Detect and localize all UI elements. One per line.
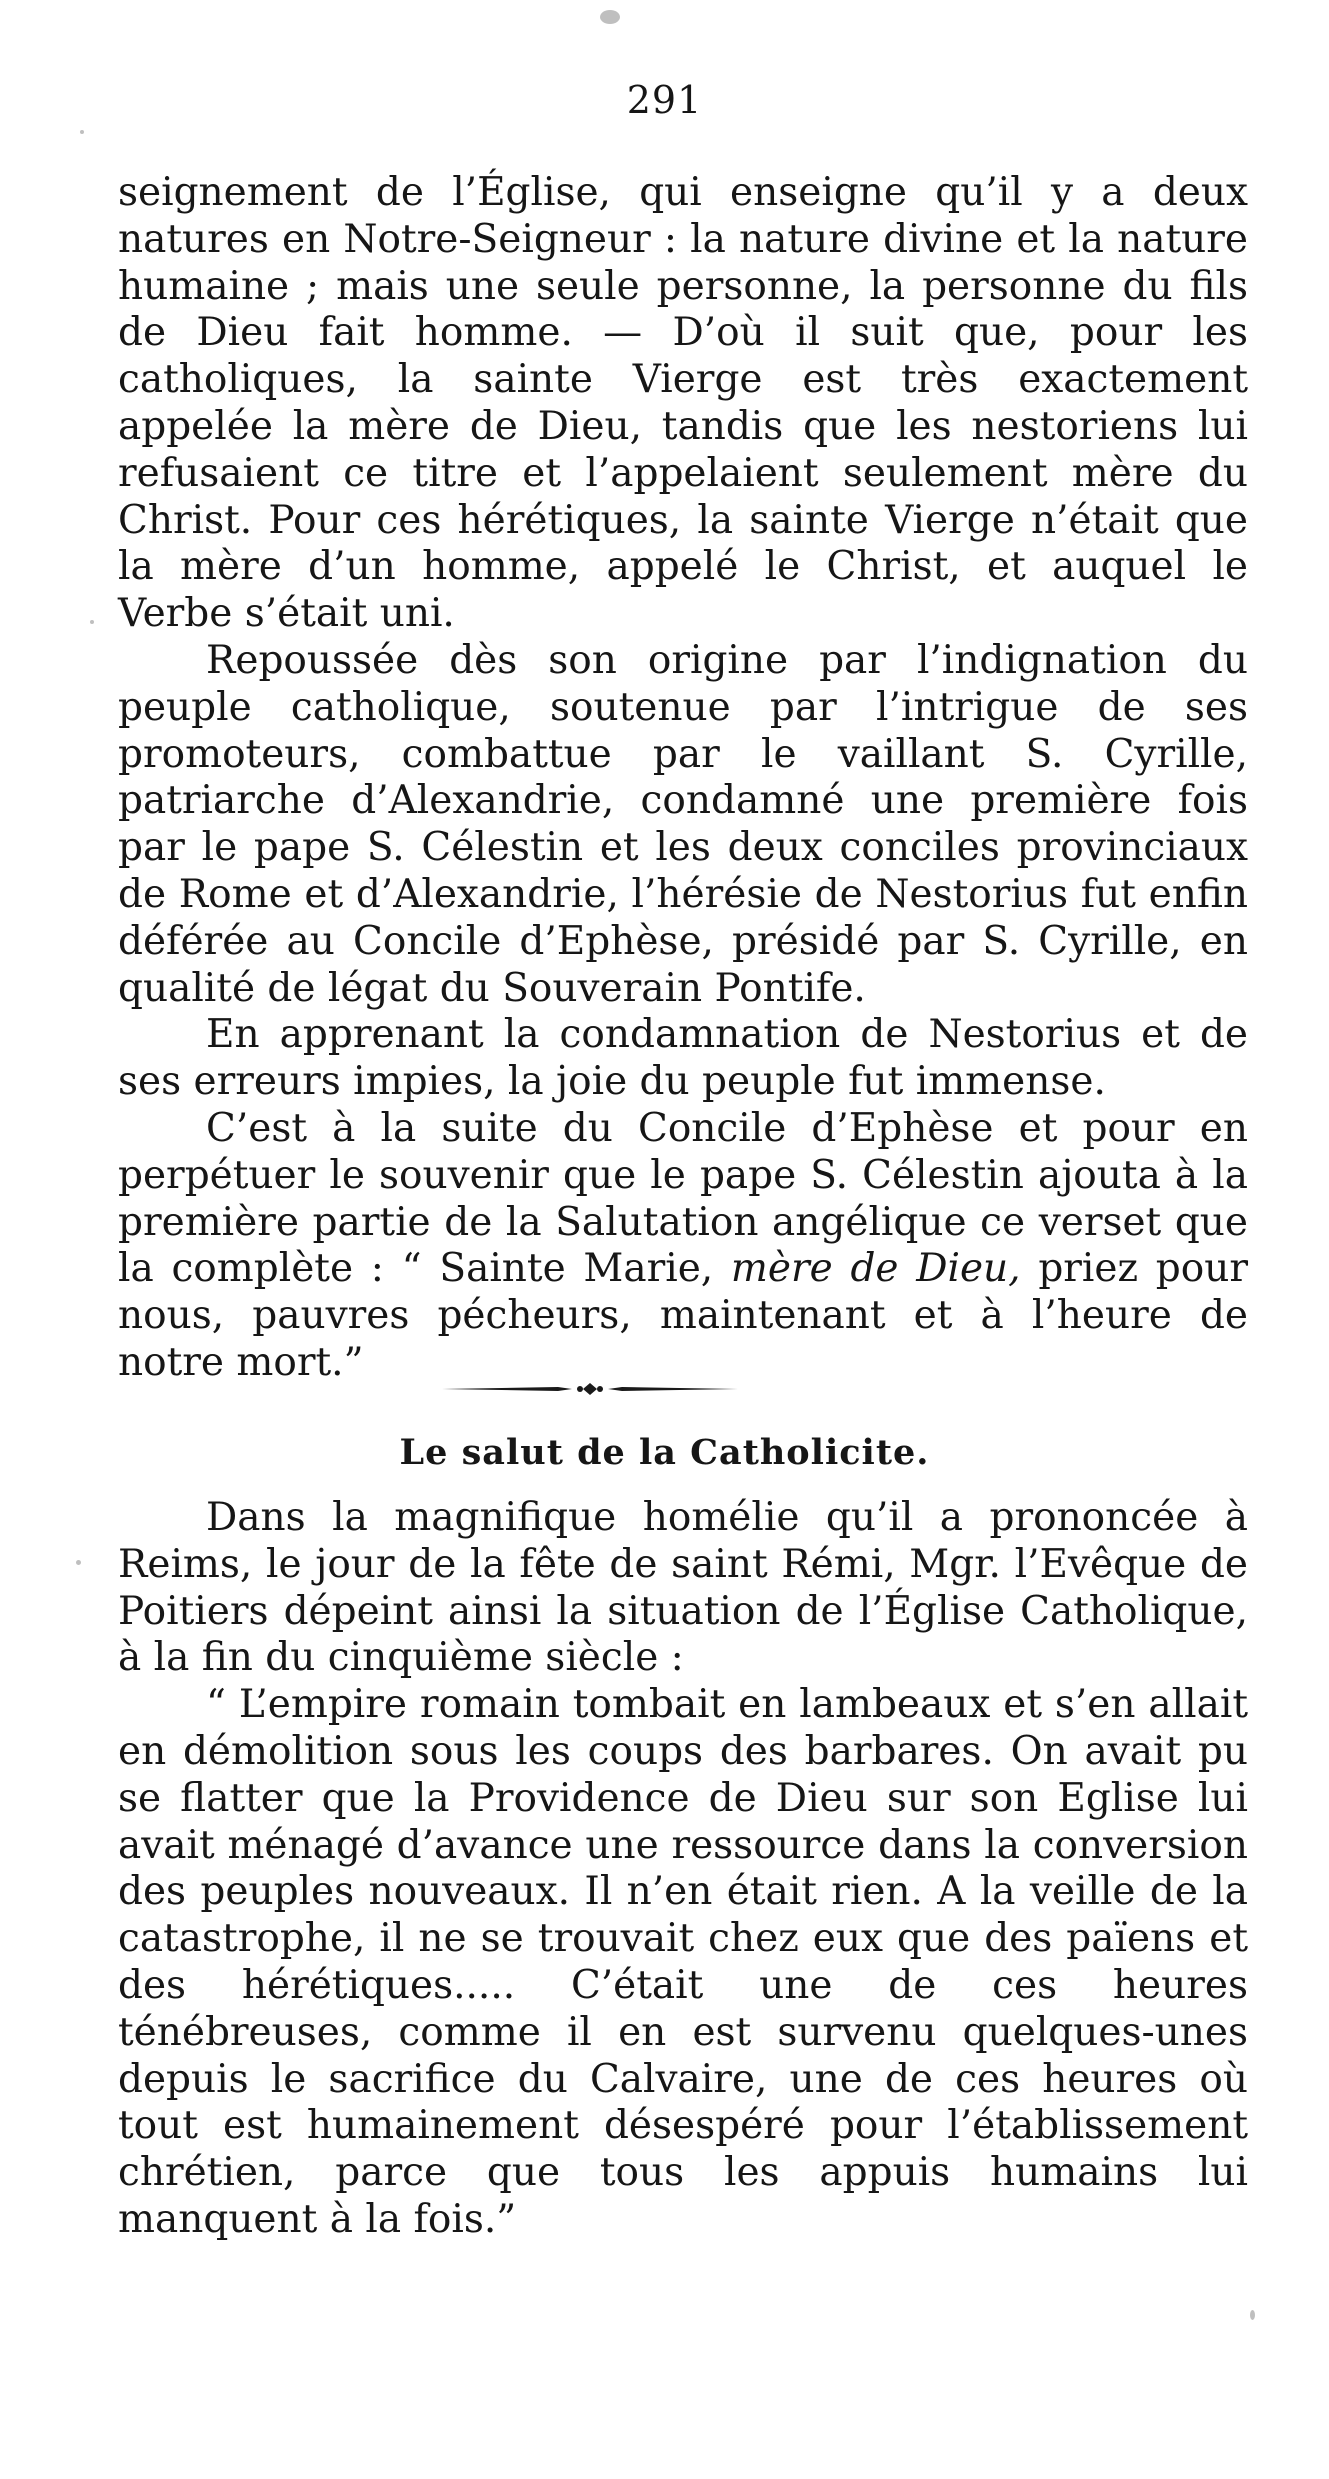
ornamental-divider [440,1382,740,1396]
paragraph-1: seignement de l’Église, qui enseigne qu’il y a deux natures en Notre-Seigneur : la nature divine et la nature humaine ; mais une seule personne, la personne du fils de Dieu fait homme. — D’où il suit que, pour les catholiques, la sainte Vierge est très exactement appelée la mère de Dieu, tandis que les nestoriens lui refusaient ce titre et l’appelaient seulement mère du Christ. Pour ces hérétiques, la sainte Vierge n’était que la mère d’un homme, appelé le Christ, et auquel le Verbe s’était uni. [118,170,1248,637]
paragraph-4-text-end: priez pour nous, pauvres pécheurs, maintenant et à l’heure de notre mort.” [118,1246,1248,1385]
paragraph-5: Dans la magnifique homélie qu’il a prononcée à Reims, le jour de la fête de saint Rémi, Mgr. l’Evêque de Poitiers dépeint ainsi la situation de l’Église Catholique, à la fin du cinquième siècle : [118,1495,1248,1681]
print-speck [80,130,84,134]
page-number: 291 [626,78,703,122]
print-speck [90,620,94,624]
paragraph-4-text-start: C’est à la suite du Concile d’Ephèse et pour en perpétuer le souvenir que le pape S. Célestin ajouta à la première partie de la Salutation angélique ce verset que la complète : “ Sainte Marie, [118,1105,1248,1292]
paragraph-2: Repoussée dès son origine par l’indignation du peuple catholique, soutenue par l’intrigue de ses promoteurs, combattue par le vaillant S. Cyrille, patriarche d’Alexandrie, condamné une première fois par le pape S. Célestin et les deux conciles provinciaux de Rome et d’Alexandrie, l’hérésie de Nestorius fut enfin déférée au Concile d’Ephèse, présidé par S. Cyrille, en qualité de légat du Souverain Pontife. [118,637,1248,1011]
paragraph-4 [118,1106,1248,1387]
quotation-paragraph: “ L’empire romain tombait en lambeaux et s’en allait en démolition sous les coups des barbares. On avait pu se flatter que la Providence de Dieu sur son Eglise lui avait ménagé d’avance une ressource dans la conversion des peuples nouveaux. Il n’en était rien. A la veille de la catastrophe, il ne se trouvait chez eux que des païens et des hérétiques..... C’était une de ces heures ténébreuses, comme il en est survenu quelques-unes depuis le sacrifice du Calvaire, une de ces heures où tout est humainement désespéré pour l’établissement chrétien, parce que tous les appuis humains lui manquent à la fois.” [118,1682,1248,2242]
print-speck [600,10,620,24]
print-speck [76,1560,81,1565]
paragraph-4-italic-phrase: mère de Dieu, [730,1246,1021,1292]
section-one-text [118,170,1248,1387]
section-two-text [118,1495,1248,2244]
paragraph-3: En apprenant la condamnation de Nestorius et de ses erreurs impies, la joie du peuple fut immense. [118,1012,1248,1105]
section-title: Le salut de la Catholicite. [399,1432,930,1473]
print-speck [1250,2310,1255,2320]
